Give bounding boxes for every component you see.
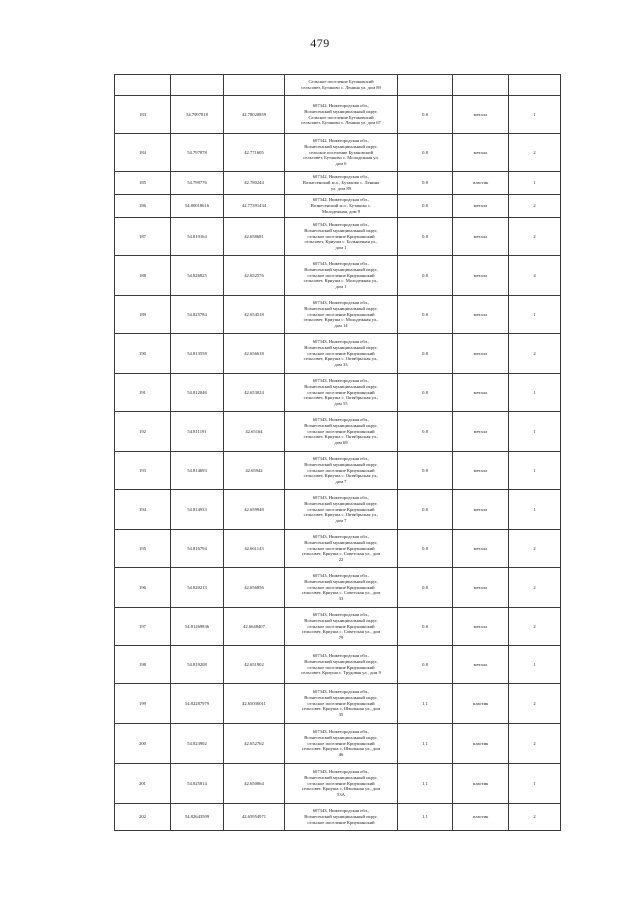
address-line: ул. дом 89 [331,185,351,191]
longitude-cell: 42.653024 [224,374,285,412]
latitude-cell: 54.826825 [171,256,224,296]
table-row [115,195,561,218]
address-line: 607343, Нижегородская обл., [312,456,370,462]
latitude-cell: 54.82287979 [171,684,224,724]
address-line: сельсовет, Криуша с. Октябрьская ул., [303,395,379,401]
address-line: сельское поселение Криушинский [307,545,375,551]
longitude-cell [224,75,285,96]
volume-cell: 0.8 [398,96,453,134]
address-line: сельсовет, Криуша с. Октябрьская ул., [303,356,379,362]
address-cell [285,490,398,530]
count-cell: 1 [509,646,561,684]
address-cell [285,75,398,96]
volume-cell: 0.8 [398,172,453,195]
address-cell [285,96,398,134]
address-line: Вознесенский муниципальный округ, [304,814,378,820]
row-number-cell: 192 [115,412,171,452]
address-line: дом 6 [335,161,347,167]
longitude-cell: 42.656856 [224,568,285,608]
row-number-cell: 190 [115,334,171,374]
volume-cell: 1.1 [398,804,453,831]
material-cell: пластик [453,172,509,195]
volume-cell: 0.8 [398,256,453,296]
address-line: дом 33 [334,362,348,368]
address-line: Вознесенский муниципальный округ, [304,305,378,311]
material-cell: металл [453,256,509,296]
address-line: 607343, Нижегородская обл., [312,689,370,695]
row-number-cell: 184 [115,134,171,172]
address-cell [285,374,398,412]
address-line: 607343, Нижегородская обл., [312,339,370,345]
address-cell [285,530,398,568]
row-number-cell: 183 [115,96,171,134]
material-cell: пластик [453,804,509,831]
address-line: 607342, Нижегородская обл., [312,174,370,180]
address-line: Вознесенский муниципальный округ, [304,539,378,545]
count-cell: 1 [509,296,561,334]
address-cell [285,568,398,608]
count-cell: 1 [509,452,561,490]
longitude-cell: 42.661143 [224,530,285,568]
address-line: Вознесенский муниципальный округ, [304,578,378,584]
address-line: сельсовет, Криуша с. Молодежная ул., [303,278,379,284]
longitude-cell: 42.654518 [224,296,285,334]
volume-cell: 0.8 [398,195,453,218]
material-cell: металл [453,452,509,490]
address-line: сельсовет, Криуша с. Больничная ул., [304,239,378,245]
material-cell [453,75,509,96]
count-cell: 2 [509,134,561,172]
address-line: Вознесенский муниципальный округ, [304,344,378,350]
material-cell: металл [453,334,509,374]
volume-cell: 1.1 [398,684,453,724]
count-cell [509,75,561,96]
address-line: 53А [337,792,345,798]
volume-cell: 0.8 [398,608,453,646]
address-line: сельсовет, Криуша с. Советская ул., дом [301,629,381,635]
address-line: 607342, Нижегородская обл., [312,197,370,203]
address-line: дом 7 [335,518,347,524]
address-line: Вознесенский муниципальный округ, [304,734,378,740]
table-row [115,296,561,334]
row-number-cell: 199 [115,684,171,724]
address-cell [285,608,398,646]
material-cell: металл [453,296,509,334]
address-line: сельсовет, Криуша с. Советская ул., дом [301,590,381,596]
table-row [115,490,561,530]
count-cell: 1 [509,374,561,412]
volume-cell: 1.1 [398,764,453,804]
table-row [115,96,561,134]
address-line: дом 55 [334,401,348,407]
container-sites-table [114,74,561,831]
row-number-cell: 191 [115,374,171,412]
address-line: Вознесенский муниципальный округ, [304,774,378,780]
address-cell [285,218,398,256]
latitude-cell: 54.823902 [171,724,224,764]
address-line: Сельское поселение Бутаковский [308,79,374,85]
longitude-cell: 42.652762 [224,724,285,764]
address-cell [285,195,398,218]
address-line: сельское поселение Криушинский [307,780,375,786]
address-line: 607343, Нижегородская обл., [312,300,370,306]
address-line: Сельское поселение Бутаковский [308,114,374,120]
count-cell: 2 [509,684,561,724]
volume-cell: 0.8 [398,452,453,490]
address-cell [285,684,398,724]
longitude-cell: 42.77391434 [224,195,285,218]
address-cell [285,296,398,334]
address-cell [285,804,398,831]
address-cell [285,172,398,195]
address-line: сельсовет, Бутаково с. Ленина ул. дом 67 [301,120,381,126]
latitude-cell: 54.820213 [171,568,224,608]
address-line: Вознесенский м.о., Бутаково с. [310,203,372,209]
longitude-cell: 42.65036011 [224,684,285,724]
longitude-cell: 42.771605 [224,134,285,172]
address-line: Вознесенский муниципальный округ, [304,266,378,272]
longitude-cell: 42.650064 [224,764,285,804]
address-line: сельское поселение Криушинский [307,233,375,239]
longitude-cell: 42.656618 [224,334,285,374]
address-line: Вознесенский муниципальный округ, [304,500,378,506]
address-line: сельсовет, Бутаково с. Молодежная ул. [303,155,379,161]
table-row [115,75,561,96]
address-line: сельское поселение Бутаковский [308,149,374,155]
address-cell [285,646,398,684]
latitude-cell: 54.81269836 [171,608,224,646]
address-line: 607343, Нижегородская обл., [312,378,370,384]
table-row [115,134,561,172]
volume-cell: 0.8 [398,218,453,256]
material-cell: металл [453,646,509,684]
count-cell: 1 [509,490,561,530]
address-line: 607343, Нижегородская обл., [312,261,370,267]
address-line: 79 [338,635,344,641]
table-row [115,646,561,684]
address-line: сельсовет, Криуша с. Октябрьская ул., [303,434,379,440]
address-line: 607342, Нижегородская обл., [312,138,370,144]
material-cell: пластик [453,724,509,764]
address-line: сельское поселение Криушинский [307,311,375,317]
address-line: дом 14 [334,323,348,329]
address-line: Вознесенский м.о., Бутаково с. Ленина [302,180,380,186]
longitude-cell: 42.652576 [224,256,285,296]
material-cell: металл [453,195,509,218]
latitude-cell: 54.819208 [171,646,224,684]
longitude-cell: 42.65942 [224,452,285,490]
address-line: 33 [338,596,344,602]
address-line: Вознесенский муниципальный округ, [304,658,378,664]
address-line: сельсовет, Бутаково с. Ленина ул. дом 89 [301,85,381,90]
address-line: сельское поселение Криушинский [307,350,375,356]
volume-cell [398,75,453,96]
latitude-cell: 54.811191 [171,412,224,452]
longitude-cell: 42.659948 [224,490,285,530]
row-number-cell: 194 [115,490,171,530]
count-cell: 2 [509,530,561,568]
address-line: сельсовет, Криуша с. Школьная ул., дом [301,706,381,712]
latitude-cell [171,75,224,96]
table-row [115,804,561,831]
address-cell [285,724,398,764]
material-cell: металл [453,608,509,646]
count-cell: 1 [509,96,561,134]
material-cell: металл [453,490,509,530]
address-cell [285,134,398,172]
row-number-cell: 185 [115,172,171,195]
address-line: сельское поселение Криушинский [307,272,375,278]
address-line: сельское поселение Криушинский [307,700,375,706]
table-row [115,334,561,374]
count-cell: 2 [509,218,561,256]
address-line: 46 [338,752,344,758]
table-row [115,172,561,195]
material-cell: металл [453,374,509,412]
table-row [115,764,561,804]
material-cell: пластик [453,764,509,804]
volume-cell: 0.8 [398,374,453,412]
address-line: сельское поселение Криушинский [307,584,375,590]
volume-cell: 1.1 [398,724,453,764]
count-cell: 1 [509,412,561,452]
address-line: Вознесенский муниципальный округ, [304,422,378,428]
latitude-cell: 54.7997818 [171,96,224,134]
row-number-cell: 195 [115,530,171,568]
page-number: 479 [310,36,330,50]
longitude-cell: 42.780244 [224,172,285,195]
address-line: Вознесенский муниципальный округ, [304,617,378,623]
address-line: 607343, Нижегородская обл., [312,653,370,659]
address-line: сельское поселение Криушинский [307,389,375,395]
row-number-cell: 189 [115,296,171,334]
address-line: 607343, Нижегородская обл., [312,495,370,501]
address-line: 607343, Нижегородская обл., [312,808,370,814]
row-number-cell: 188 [115,256,171,296]
table-row [115,724,561,764]
address-line: сельсовет, Криуша с. Молодежная ул., [303,317,379,323]
material-cell: пластик [453,684,509,724]
address-line: сельское поселение Криушинский [307,428,375,434]
address-cell [285,452,398,490]
count-cell: 2 [509,804,561,831]
count-cell: 2 [509,568,561,608]
material-cell: металл [453,134,509,172]
address-line: сельское поселение Криушинский [307,467,375,473]
count-cell: 1 [509,764,561,804]
address-line: 607343, Нижегородская обл., [312,573,370,579]
row-number-cell: 202 [115,804,171,831]
address-line: 22 [338,557,344,563]
row-number-cell: 193 [115,452,171,490]
table-row [115,412,561,452]
address-line: Вознесенский муниципальный округ, [304,108,378,114]
address-line: 607343, Нижегородская обл., [312,729,370,735]
latitude-cell: 54.814693 [171,452,224,490]
latitude-cell: 54.80018616 [171,195,224,218]
row-number-cell: 198 [115,646,171,684]
longitude-cell: 42.65954971 [224,804,285,831]
longitude-cell: 42.65164 [224,412,285,452]
address-line: дом 7 [335,479,347,485]
address-line: сельсовет, Криуша с. Школьная ул., дом [301,786,381,792]
address-line: сельсовет, Криуша с. Трудовая ул., дом 9 [301,670,381,676]
latitude-cell: 54.799776 [171,172,224,195]
address-line: 607343, Нижегородская обл., [312,534,370,540]
table-row [115,530,561,568]
address-line: 607343, Нижегородская обл., [312,612,370,618]
address-line: сельское поселение Криушинский [307,623,375,629]
table-row [115,218,561,256]
longitude-cell: 42.78020859 [224,96,285,134]
row-number-cell: 196 [115,568,171,608]
address-line: 607343, Нижегородская обл., [312,222,370,228]
row-number-cell: 197 [115,608,171,646]
material-cell: металл [453,412,509,452]
address-line: сельсовет, Криуша с. Октябрьская ул., [303,473,379,479]
address-line: 607342, Нижегородская обл., [312,103,370,109]
address-cell [285,256,398,296]
latitude-cell: 54.825814 [171,764,224,804]
address-line: сельсовет, Криуша с. Школьная ул., дом [301,746,381,752]
latitude-cell: 54.797878 [171,134,224,172]
address-line: сельсовет, Криуша с. Советская ул., дом [301,551,381,557]
latitude-cell: 54.812046 [171,374,224,412]
table-row [115,374,561,412]
material-cell: металл [453,530,509,568]
address-line: Молодежная, дом 9 [321,208,361,214]
latitude-cell: 54.814933 [171,490,224,530]
address-line: дом 1 [335,245,347,251]
table-row [115,608,561,646]
address-line: Вознесенский муниципальный округ, [304,143,378,149]
address-cell [285,764,398,804]
latitude-cell: 54.816794 [171,530,224,568]
count-cell: 1 [509,172,561,195]
table-row [115,452,561,490]
count-cell: 2 [509,608,561,646]
row-number-cell: 200 [115,724,171,764]
volume-cell: 0.8 [398,490,453,530]
address-line: сельское поселение Криушинский [307,819,375,825]
row-number-cell: 186 [115,195,171,218]
row-number-cell [115,75,171,96]
table-row [115,684,561,724]
table-row [115,256,561,296]
material-cell: металл [453,568,509,608]
longitude-cell: 42.6648407 [224,608,285,646]
volume-cell: 0.8 [398,334,453,374]
volume-cell: 0.8 [398,568,453,608]
material-cell: металл [453,218,509,256]
table-row [115,568,561,608]
material-cell: металл [453,96,509,134]
count-cell: 2 [509,724,561,764]
row-number-cell: 187 [115,218,171,256]
volume-cell: 0.8 [398,134,453,172]
volume-cell: 0.8 [398,646,453,684]
address-line: 607343, Нижегородская обл., [312,769,370,775]
address-line: дом 69 [334,440,348,446]
latitude-cell: 54.813558 [171,334,224,374]
address-line: Вознесенский муниципальный округ, [304,227,378,233]
address-line: Вознесенский муниципальный округ, [304,461,378,467]
address-cell [285,412,398,452]
address-cell [285,334,398,374]
volume-cell: 0.8 [398,530,453,568]
address-line: 607343, Нижегородская обл., [312,417,370,423]
address-line: дом 1 [335,284,347,290]
count-cell: 4 [509,256,561,296]
volume-cell: 0.8 [398,412,453,452]
latitude-cell: 54.819164 [171,218,224,256]
address-line: сельсовет, Криуша с. Октябрьская ул., [303,512,379,518]
address-line: сельское поселение Криушинский [307,506,375,512]
longitude-cell: 42.651902 [224,646,285,684]
address-line: сельское поселение Криушинский [307,740,375,746]
longitude-cell: 42.658681 [224,218,285,256]
address-line: Вознесенский муниципальный округ, [304,694,378,700]
volume-cell: 0.8 [398,296,453,334]
count-cell: 2 [509,195,561,218]
address-line: 35 [338,712,344,718]
count-cell: 2 [509,334,561,374]
address-line: Вознесенский муниципальный округ, [304,383,378,389]
row-number-cell: 201 [115,764,171,804]
latitude-cell: 54.825784 [171,296,224,334]
latitude-cell: 54.82643509 [171,804,224,831]
address-line: сельское поселение Криушинский [307,664,375,670]
table-body [115,75,561,831]
